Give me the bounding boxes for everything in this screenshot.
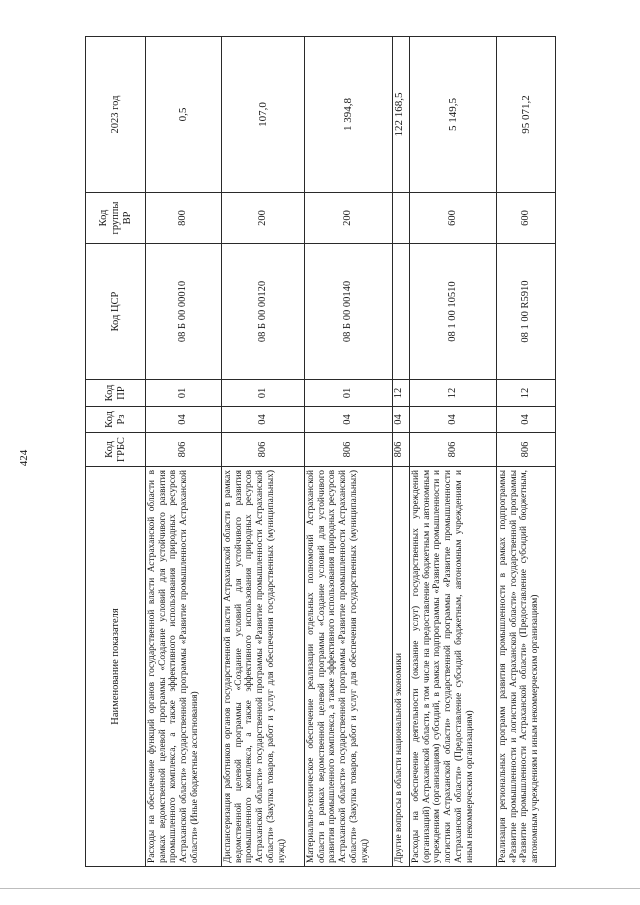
header-year: 2023 год bbox=[86, 37, 146, 193]
header-pr: Код ПР bbox=[86, 380, 146, 407]
header-vr: Код группы ВР bbox=[86, 193, 146, 244]
row-rz: 04 bbox=[222, 407, 305, 433]
row-vr: 600 bbox=[497, 193, 556, 244]
row-csr bbox=[393, 244, 410, 380]
header-name: Наименование показателя bbox=[86, 467, 146, 867]
table-row bbox=[410, 37, 497, 867]
row-csr: 08 Б 00 00140 bbox=[305, 244, 393, 380]
row-name: Расходы на обеспечение функций органов государственной власти Астраханской области в рамках ведомственной целевой программы «Создание условий для устойчивого развития промышленного комплекса, а также эффективного использования природных ресурсов Астраханской области» государственной программы «Развитие промышленности Астраханской области» (Иные бюджетные ассигнования) bbox=[146, 467, 222, 867]
row-name: Другие вопросы в области национальной экономики bbox=[393, 467, 410, 867]
budget-table bbox=[85, 36, 556, 867]
table-row bbox=[222, 37, 305, 867]
row-vr: 800 bbox=[146, 193, 222, 244]
row-amount: 1 394,8 bbox=[305, 37, 393, 193]
row-name: Материально-техническое обеспечение реализации отдельных полномочий Астраханской области в рамках ведомственной целевой программы «Создание условий для устойчивого развития промышленного комплекса, а также эффективного использования природных ресурсов Астраханской области» государственной программы «Развитие промышленности Астраханской области» (Закупка товаров, работ и услуг для обеспечения государственных (муниципальных) нужд) bbox=[305, 467, 393, 867]
row-rz: 04 bbox=[410, 407, 497, 433]
row-grbs: 806 bbox=[497, 433, 556, 467]
page-number: 424 bbox=[18, 449, 30, 467]
row-rz: 04 bbox=[393, 407, 410, 433]
row-vr: 200 bbox=[305, 193, 393, 244]
row-vr bbox=[393, 193, 410, 244]
row-pr: 01 bbox=[222, 380, 305, 407]
row-amount: 107,0 bbox=[222, 37, 305, 193]
table-row bbox=[146, 37, 222, 867]
table-header-row bbox=[86, 37, 146, 867]
table-row bbox=[393, 37, 410, 867]
row-pr: 12 bbox=[393, 380, 410, 407]
row-pr: 12 bbox=[497, 380, 556, 407]
row-csr: 08 Б 00 00010 bbox=[146, 244, 222, 380]
row-amount: 0,5 bbox=[146, 37, 222, 193]
row-amount: 5 149,5 bbox=[410, 37, 497, 193]
row-pr: 12 bbox=[410, 380, 497, 407]
row-name: Расходы на обеспечение деятельности (оказание услуг) государственных учреждений (организаций) Астраханской области, в том числе на предоставление бюджетным и автономным учреждениям (организациям) субсидий, в рамках подпрограммы «Развитие промышленности и логистики Астраханской области» государственной программы «Развитие промышленности Астраханской области» (Предоставление субсидий бюджетным, автономным учреждениям и иным некоммерческим организациям) bbox=[410, 467, 497, 867]
row-grbs: 806 bbox=[393, 433, 410, 467]
header-rz: Код Рз bbox=[86, 407, 146, 433]
row-grbs: 806 bbox=[305, 433, 393, 467]
row-csr: 08 1 00 10510 bbox=[410, 244, 497, 380]
row-rz: 04 bbox=[305, 407, 393, 433]
row-csr: 08 1 00 R5910 bbox=[497, 244, 556, 380]
row-amount: 122 168,5 bbox=[393, 37, 410, 193]
table-row bbox=[497, 37, 556, 867]
header-grbs: Код ГРБС bbox=[86, 433, 146, 467]
header-csr: Код ЦСР bbox=[86, 244, 146, 380]
row-grbs: 806 bbox=[146, 433, 222, 467]
row-rz: 04 bbox=[497, 407, 556, 433]
row-csr: 08 Б 00 00120 bbox=[222, 244, 305, 380]
row-name: Реализация региональных программ развития промышленности в рамках подпрограммы «Развитие промышленности и логистики Астраханской области» государственной программы «Развитие промышленности Астраханской области» (Предоставление субсидий бюджетным, автономным учреждениям и иным некоммерческим организациям) bbox=[497, 467, 556, 867]
row-pr: 01 bbox=[146, 380, 222, 407]
row-grbs: 806 bbox=[410, 433, 497, 467]
row-amount: 95 071,2 bbox=[497, 37, 556, 193]
scan-edge-line bbox=[0, 888, 640, 889]
row-rz: 04 bbox=[146, 407, 222, 433]
row-grbs: 806 bbox=[222, 433, 305, 467]
row-vr: 200 bbox=[222, 193, 305, 244]
rotated-table-container bbox=[85, 37, 555, 867]
row-name: Диспансеризация работников органов государственной власти Астраханской области в рамках ведомственной целевой программы «Создание условий для устойчивого развития промышленного комплекса, а также эффективного использования природных ресурсов Астраханской области» государственной программы «Развитие промышленности Астраханской области» (Закупка товаров, работ и услуг для обеспечения государственных (муниципальных) нужд) bbox=[222, 467, 305, 867]
row-pr: 01 bbox=[305, 380, 393, 407]
table-row bbox=[305, 37, 393, 867]
row-vr: 600 bbox=[410, 193, 497, 244]
